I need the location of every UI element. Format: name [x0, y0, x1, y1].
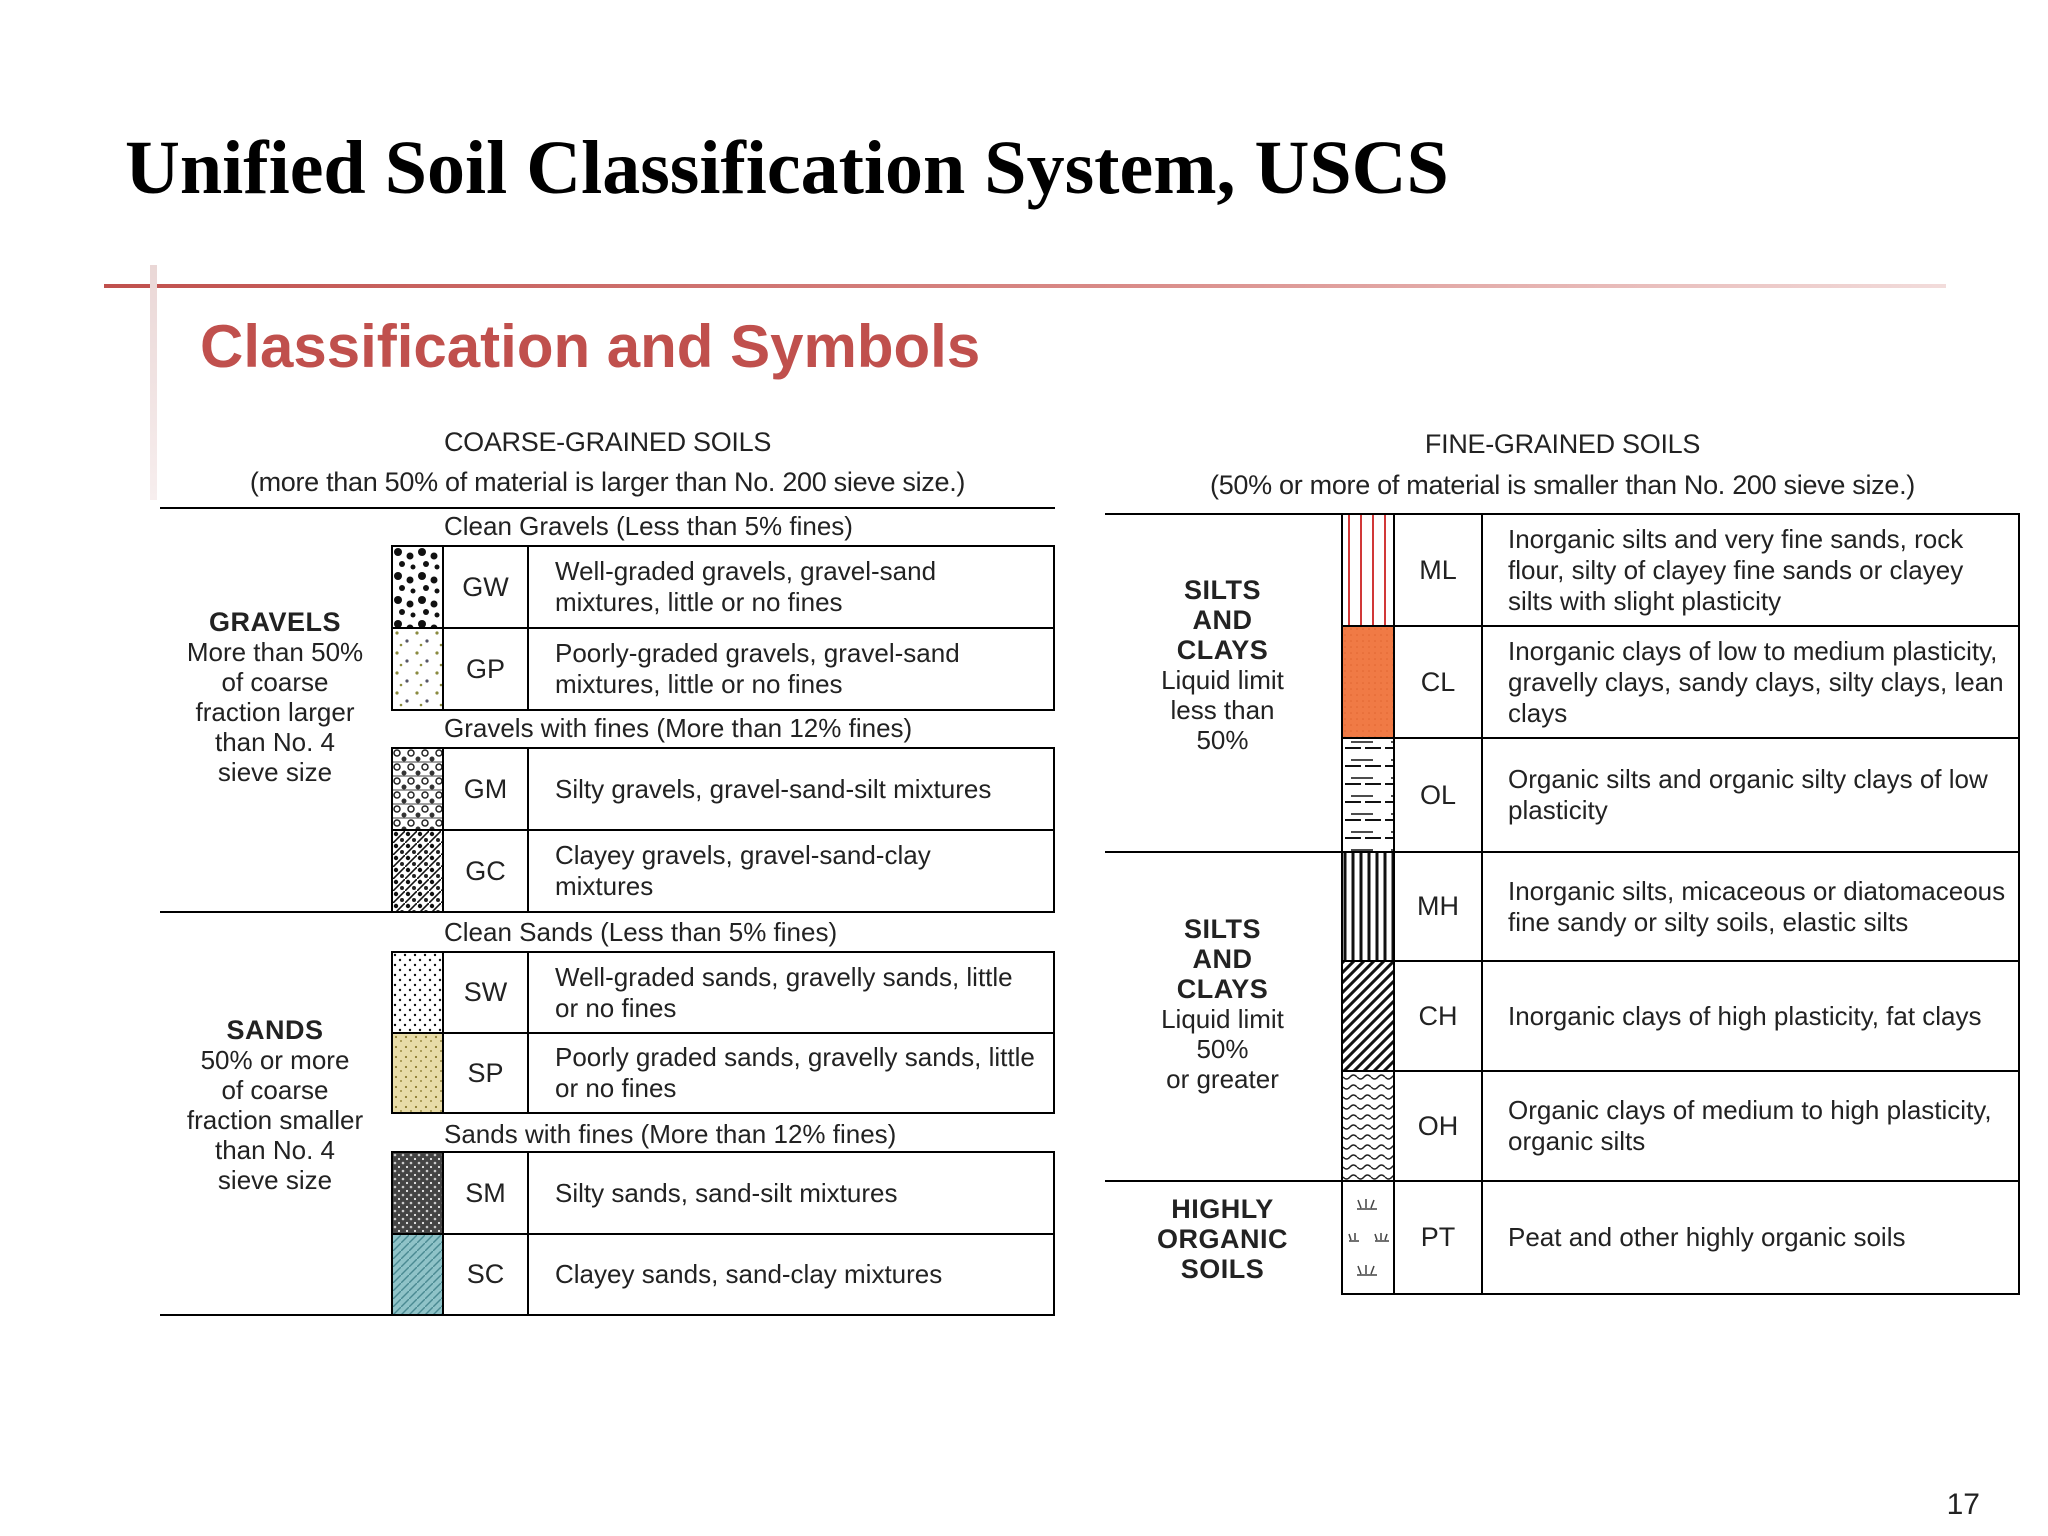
symbol-gw: GW — [462, 571, 509, 602]
gravels-with-fines-label: Gravels with fines (More than 12% fines) — [444, 713, 913, 743]
sm-pattern-icon — [393, 1153, 442, 1233]
highly-organic-group-label: HIGHLY ORGANIC SOILS — [1157, 1194, 1288, 1284]
description-gm: Silty gravels, gravel-sand-silt mixtures — [555, 773, 992, 804]
fine-header: FINE-GRAINED SOILS — [1424, 429, 1701, 459]
description-gp: Poorly-graded gravels, gravel-sand mixtures, little or no fines — [555, 638, 960, 699]
pt-pattern-icon — [1343, 1182, 1393, 1293]
description-sp: Poorly graded sands, gravelly sands, little or no fines — [555, 1042, 1035, 1103]
gw-pattern-icon — [393, 547, 442, 627]
symbol-gc: GC — [465, 855, 506, 886]
divider — [160, 507, 1055, 509]
mh-pattern-icon — [1343, 853, 1393, 960]
symbol-ol: OL — [1419, 779, 1457, 810]
gravels-group-label: GRAVELS More than 50% of coarse fraction larger than No. 4 sieve size — [186, 607, 364, 787]
description-sw: Well-graded sands, gravelly sands, little or no fines — [555, 961, 1013, 1023]
sc-pattern-icon — [393, 1235, 442, 1314]
description-cl: Inorganic clays of low to medium plasticity, gravelly clays, sandy clays, silty clays, lean clays — [1508, 635, 2004, 728]
divider — [527, 951, 529, 1114]
title-divider — [104, 284, 1946, 288]
symbol-sp: SP — [467, 1057, 504, 1088]
silts-clays-high-group-label: SILTS AND CLAYS Liquid limit 50% or greater — [1161, 914, 1284, 1094]
ol-pattern-icon — [1343, 739, 1393, 851]
fine-subheader: (50% or more of material is smaller than No. 200 sieve size.) — [1210, 470, 1915, 500]
ch-pattern-icon — [1343, 962, 1393, 1070]
description-sm: Silty sands, sand-silt mixtures — [555, 1177, 898, 1208]
symbol-cl: CL — [1420, 666, 1456, 697]
divider — [1481, 513, 1483, 1295]
symbol-sc: SC — [466, 1259, 505, 1289]
symbol-oh: OH — [1417, 1110, 1459, 1141]
divider — [1105, 851, 1341, 853]
vertical-accent-bar — [150, 265, 157, 500]
description-ml: Inorganic silts and very fine sands, rock flour, silty of clayey fine sands or clayey silts with slight plasticity — [1508, 523, 1964, 616]
cl-pattern-icon — [1343, 627, 1393, 737]
coarse-subheader: (more than 50% of material is larger than No. 200 sieve size.) — [249, 467, 966, 497]
divider — [527, 747, 529, 913]
sands-with-fines-label: Sands with fines (More than 12% fines) — [444, 1119, 897, 1149]
gm-pattern-icon — [393, 749, 442, 829]
symbol-gp: GP — [465, 653, 505, 684]
description-sc: Clayey sands, sand-clay mixtures — [555, 1259, 943, 1289]
symbol-gm: GM — [463, 773, 508, 804]
symbol-mh: MH — [1417, 891, 1459, 921]
description-ol: Organic silts and organic silty clays of low plasticity — [1508, 764, 1988, 825]
ml-pattern-icon — [1343, 515, 1393, 625]
description-mh: Inorganic silts, micaceous or diatomaceous fine sandy or silty soils, elastic silts — [1508, 875, 2006, 937]
symbol-pt: PT — [1420, 1222, 1456, 1252]
coarse-header: COARSE-GRAINED SOILS — [443, 427, 772, 457]
symbol-ch: CH — [1418, 1000, 1458, 1031]
slide-subtitle: Classification and Symbols — [200, 313, 981, 380]
sw-pattern-icon — [393, 953, 442, 1032]
clean-gravels-label: Clean Gravels (Less than 5% fines) — [444, 511, 853, 541]
page-number: 17 — [1946, 1488, 1980, 1521]
slide-title: Unified Soil Classification System, USCS — [125, 126, 1449, 210]
divider — [527, 1151, 529, 1316]
description-gw: Well-graded gravels, gravel-sand mixtures, little or no fines — [555, 556, 937, 617]
description-gc: Clayey gravels, gravel-sand-clay mixtures — [555, 840, 931, 901]
oh-pattern-icon — [1343, 1072, 1393, 1180]
sands-group-label: SANDS 50% or more of coarse fraction smaller than No. 4 sieve size — [186, 1015, 364, 1195]
sp-pattern-icon — [393, 1034, 442, 1112]
gc-pattern-icon — [393, 831, 442, 911]
silts-clays-low-group-label: SILTS AND CLAYS Liquid limit less than 50% — [1161, 575, 1284, 755]
divider — [1105, 1180, 1341, 1182]
description-ch: Inorganic clays of high plasticity, fat clays — [1508, 1000, 1982, 1031]
divider — [527, 545, 529, 711]
symbol-ml: ML — [1419, 554, 1457, 585]
clean-sands-label: Clean Sands (Less than 5% fines) — [444, 917, 838, 947]
description-pt: Peat and other highly organic soils — [1508, 1222, 1906, 1252]
symbol-sm: SM — [465, 1177, 506, 1208]
description-oh: Organic clays of medium to high plasticity, organic silts — [1508, 1095, 1992, 1156]
gp-pattern-icon — [393, 629, 442, 709]
symbol-sw: SW — [463, 977, 508, 1007]
